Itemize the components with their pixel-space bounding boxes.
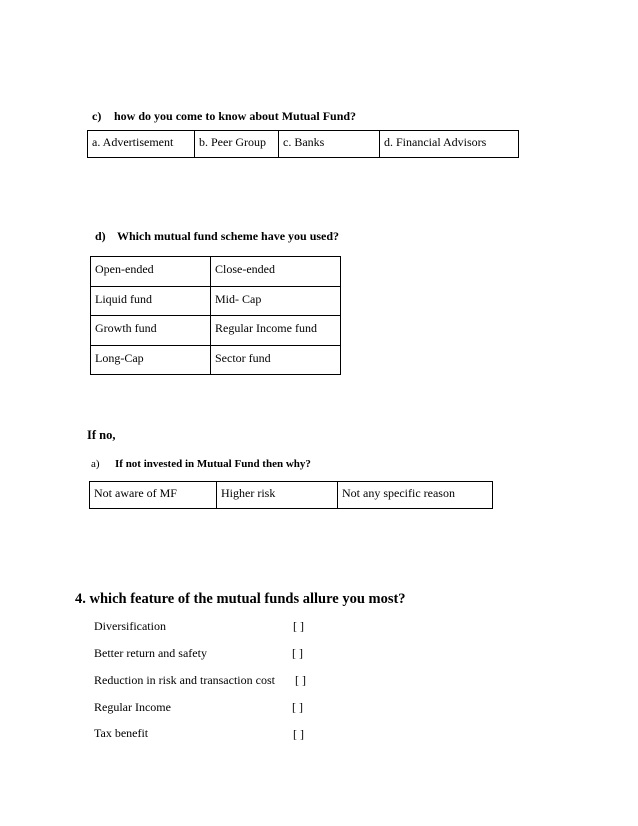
option-cell[interactable]: Close-ended [211, 257, 341, 287]
option-cell[interactable]: Liquid fund [91, 286, 211, 316]
option-cell[interactable]: Not any specific reason [338, 482, 493, 509]
feature-checkbox[interactable]: [ ] [292, 700, 303, 714]
feature-checkbox[interactable]: [ ] [292, 646, 303, 660]
feature-checkbox[interactable]: [ ] [293, 727, 304, 741]
feature-label: Diversification [94, 619, 166, 633]
option-cell[interactable]: Mid- Cap [211, 286, 341, 316]
feature-checkbox[interactable]: [ ] [293, 619, 304, 633]
feature-label: Regular Income [94, 700, 171, 714]
if-no-options-table [89, 481, 493, 509]
option-cell[interactable]: Long-Cap [91, 345, 211, 375]
feature-label: Tax benefit [94, 726, 149, 740]
question-c-label: c) [92, 109, 102, 123]
option-cell[interactable]: d. Financial Advisors [380, 131, 519, 158]
feature-checkbox[interactable]: [ ] [295, 673, 306, 687]
option-cell[interactable]: Not aware of MF [90, 482, 217, 509]
feature-label: Better return and safety [94, 646, 207, 660]
question-d-label: d) [95, 229, 106, 243]
question-c-text: how do you come to know about Mutual Fund? [114, 109, 357, 123]
question-c-title [92, 109, 356, 124]
feature-label: Reduction in risk and transaction cost [94, 673, 275, 687]
if-no-question-text: If not invested in Mutual Fund then why? [115, 458, 311, 470]
option-cell[interactable]: Regular Income fund [211, 316, 341, 346]
option-cell[interactable]: Open-ended [91, 257, 211, 287]
if-no-question-label: a) [91, 458, 100, 470]
option-cell[interactable]: Growth fund [91, 316, 211, 346]
option-cell[interactable]: Sector fund [211, 345, 341, 375]
question-d-options-table [90, 256, 341, 375]
option-cell[interactable]: a. Advertisement [88, 131, 195, 158]
option-cell[interactable]: b. Peer Group [195, 131, 279, 158]
option-cell[interactable]: Higher risk [217, 482, 338, 509]
if-no-heading: If no, [87, 428, 116, 442]
question-d-text: Which mutual fund scheme have you used? [117, 229, 340, 243]
question-c-options-table [87, 130, 519, 158]
question-d-title [95, 229, 339, 244]
option-cell[interactable]: c. Banks [279, 131, 380, 158]
if-no-question-title [91, 458, 311, 470]
question-4-title: 4. which feature of the mutual funds allure you most? [75, 591, 406, 607]
